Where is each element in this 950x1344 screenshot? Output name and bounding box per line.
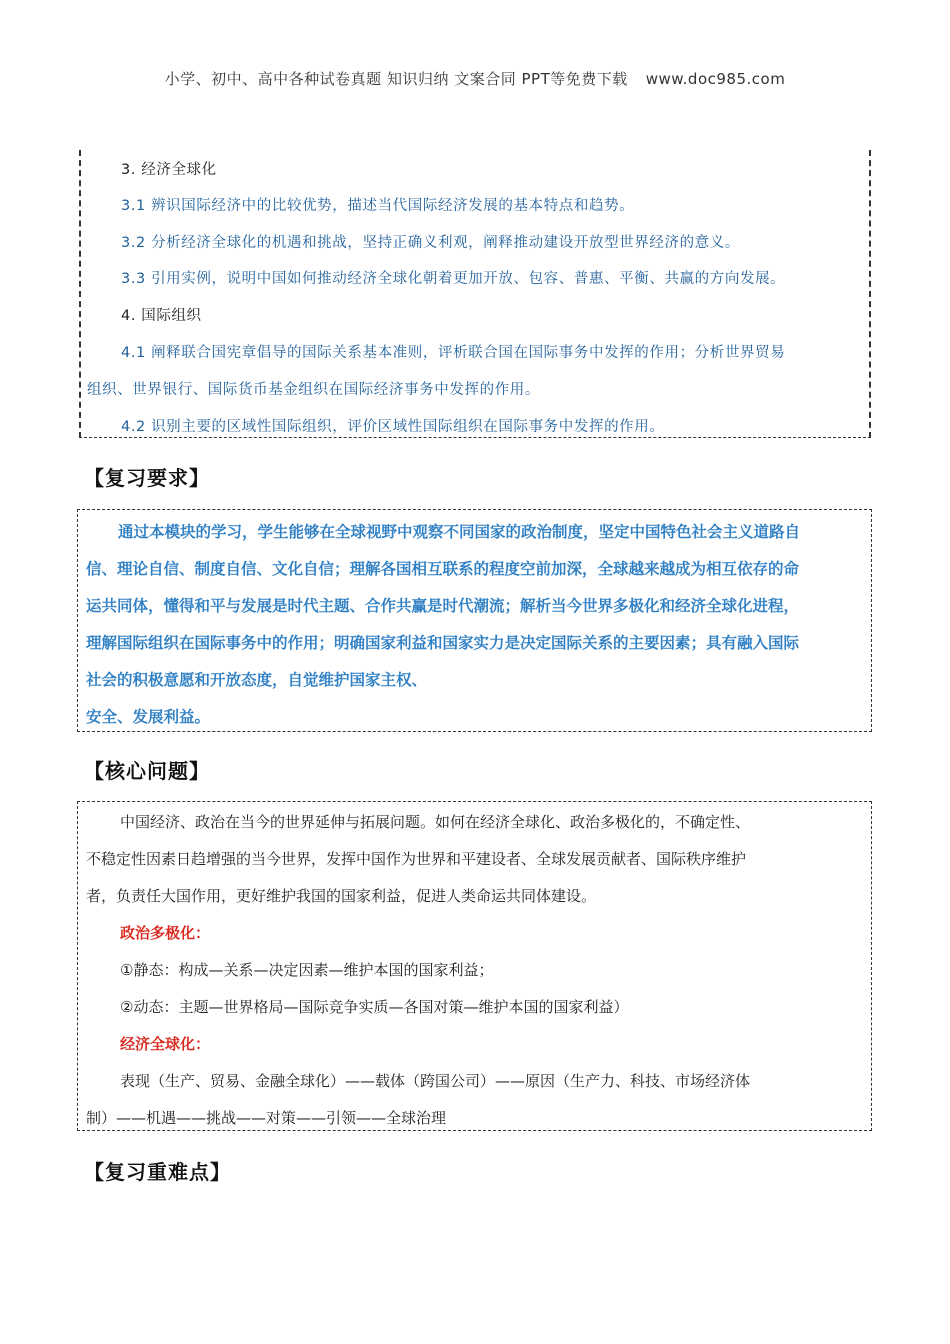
review-requirements-title: 【复习要求】 (84, 466, 210, 490)
economic-globalization-label: 经济全球化： (120, 1035, 211, 1053)
page-header (0, 68, 950, 89)
core-issue-line: ②动态：主题—世界格局—国际竞争实质—各国对策—维护本国的国家利益） (120, 998, 629, 1016)
standard-4-1: 4.1 阐释联合国宪章倡导的国际关系基本准则，评析联合国在国际事务中发挥的作用；分析世界贸易 (121, 345, 786, 361)
core-issue-line: 不稳定性因素日趋增强的当今世界，发挥中国作为世界和平建设者、全球发展贡献者、国际秩序维护 (86, 850, 747, 868)
requirement-line: 安全、发展利益。 (86, 708, 211, 726)
header-site[interactable]: www.doc985.com (645, 70, 786, 88)
standard-4-1-cont: 组织、世界银行、国际货币基金组织在国际经济事务中发挥的作用。 (87, 382, 540, 398)
core-issue-line: 制）——机遇——挑战——对策——引领——全球治理 (86, 1109, 447, 1127)
requirement-line: 理解国际组织在国际事务中的作用；明确国家利益和国家实力是决定国际关系的主要因素；具有融入国际 (86, 634, 800, 652)
standard-3-1: 3.1 辨识国际经济中的比较优势，描述当代国际经济发展的基本特点和趋势。 (121, 198, 635, 214)
header-text: 小学、初中、高中各种试卷真题 知识归纳 文案合同 PPT等免费下载 (164, 70, 628, 88)
requirement-line: 信、理论自信、制度自信、文化自信；理解各国相互联系的程度空前加深，全球越来越成为相互依存的命 (86, 560, 800, 578)
requirement-line: 通过本模块的学习，学生能够在全球视野中观察不同国家的政治制度，坚定中国特色社会主义道路自 (118, 523, 801, 541)
requirement-line: 运共同体，懂得和平与发展是时代主题、合作共赢是时代潮流；解析当今世界多极化和经济全球化进程， (86, 597, 800, 615)
review-requirements-box (77, 509, 872, 732)
difficulties-title: 【复习重难点】 (84, 1160, 231, 1184)
curriculum-standards-box (79, 150, 871, 438)
core-issue-line: 中国经济、政治在当今的世界延伸与拓展问题。如何在经济全球化、政治多极化的，不确定性、 (120, 813, 751, 831)
political-multipolarity-label: 政治多极化： (120, 924, 211, 942)
standard-heading-4: 4. 国际组织 (121, 308, 202, 324)
core-issue-line: ①静态：构成—关系—决定因素—维护本国的国家利益； (120, 961, 494, 979)
standard-3-2: 3.2 分析经济全球化的机遇和挑战，坚持正确义利观，阐释推动建设开放型世界经济的意义。 (121, 235, 740, 251)
standard-3-3: 3.3 引用实例，说明中国如何推动经济全球化朝着更加开放、包容、普惠、平衡、共赢的方向发展。 (121, 271, 786, 287)
standard-4-2: 4.2 识别主要的区域性国际组织，评价区域性国际组织在国际事务中发挥的作用。 (121, 419, 665, 435)
requirement-line: 社会的积极意愿和开放态度，自觉维护国家主权、 (86, 671, 428, 689)
standard-heading-3: 3. 经济全球化 (121, 162, 217, 178)
core-issue-line: 者，负责任大国作用，更好维护我国的国家利益，促进人类命运共同体建设。 (86, 887, 597, 905)
core-issue-line: 表现（生产、贸易、金融全球化）——载体（跨国公司）——原因（生产力、科技、市场经济体 (120, 1072, 751, 1090)
core-issues-box (77, 801, 872, 1131)
core-issues-title: 【核心问题】 (84, 759, 210, 783)
